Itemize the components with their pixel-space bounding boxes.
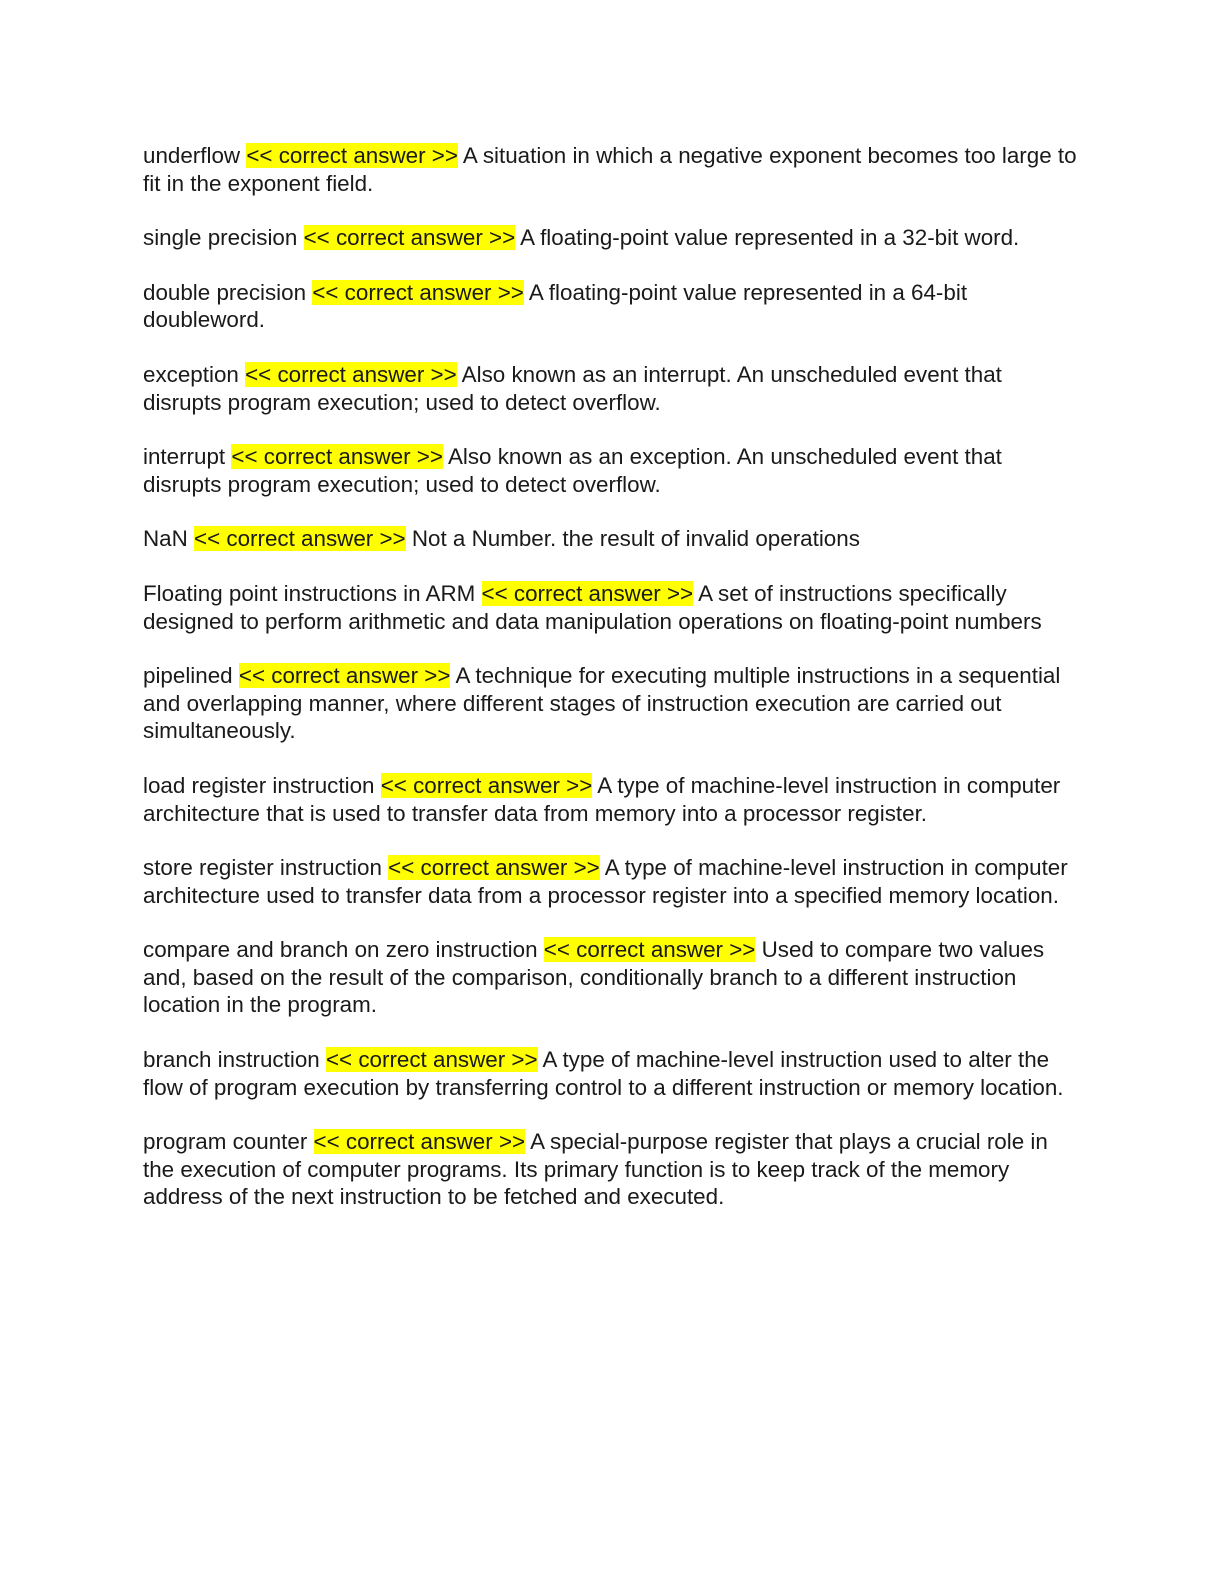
answer-marker: << correct answer >> <box>312 279 524 305</box>
answer-marker: << correct answer >> <box>303 225 516 251</box>
term: program counter <box>143 1129 308 1155</box>
answer-marker: << correct answer >> <box>325 1047 538 1073</box>
entry-pipelined <box>143 662 1083 745</box>
definition: Not a Number. the result of invalid operations <box>411 526 860 552</box>
entry-program-counter <box>143 1128 1083 1211</box>
term: compare and branch on zero instruction <box>143 937 538 963</box>
definition: A floating-point value represented in a 32-bit word. <box>520 225 1020 251</box>
answer-marker: << correct answer >> <box>246 143 458 168</box>
entry-store-register-instruction <box>143 854 1083 909</box>
entry-interrupt <box>143 443 1083 498</box>
definition: Used to compare two values and, based on the result of the comparison, conditionally branch to a different instruction location in the program. <box>143 937 1045 1018</box>
answer-marker: << correct answer >> <box>245 362 457 388</box>
definition: A type of machine-level instruction in computer architecture used to transfer data from a processor register into a specified memory location. <box>143 855 1068 908</box>
term: single precision <box>143 225 298 251</box>
answer-marker: << correct answer >> <box>380 773 593 798</box>
answer-marker: << correct answer >> <box>313 1129 526 1155</box>
term: pipelined <box>143 663 233 689</box>
definition: A special-purpose register that plays a crucial role in the execution of computer programs. Its primary function is to keep track of the memory address of the next instruction to be fetched and executed. <box>143 1129 1048 1210</box>
definition: A type of machine-level instruction in computer architecture that is used to transfer data from memory into a processor register. <box>143 773 1061 826</box>
definition: A technique for executing multiple instructions in a sequential and overlapping manner, where different stages of instruction execution are carried out simultaneously. <box>143 663 1061 744</box>
answer-marker: << correct answer >> <box>231 444 443 470</box>
document-page <box>143 142 1083 1238</box>
term: exception <box>143 362 239 388</box>
term: NaN <box>143 526 188 552</box>
answer-marker: << correct answer >> <box>481 581 694 607</box>
entry-load-register-instruction <box>143 772 1083 827</box>
answer-marker: << correct answer >> <box>238 663 451 689</box>
term: load register instruction <box>143 773 375 798</box>
entry-underflow <box>143 142 1083 197</box>
term: store register instruction <box>143 855 382 881</box>
entry-floating-point-instructions <box>143 580 1083 635</box>
entry-single-precision <box>143 224 1083 252</box>
term: Floating point instructions in ARM <box>143 581 476 607</box>
definition: A type of machine-level instruction used to alter the flow of program execution by transferring control to a different instruction or memory location. <box>143 1047 1064 1100</box>
term: double precision <box>143 279 307 305</box>
definition: Also known as an exception. An unscheduled event that disrupts program execution; used to detect overflow. <box>143 444 1002 497</box>
answer-marker: << correct answer >> <box>543 937 756 963</box>
entry-compare-and-branch-on-zero <box>143 936 1083 1019</box>
definition: Also known as an interrupt. An unscheduled event that disrupts program execution; used to detect overflow. <box>143 362 1002 415</box>
entry-nan <box>143 525 1083 553</box>
answer-marker: << correct answer >> <box>194 526 406 552</box>
entry-exception <box>143 361 1083 416</box>
answer-marker: << correct answer >> <box>388 855 600 881</box>
term: branch instruction <box>143 1047 320 1073</box>
definition: A set of instructions specifically designed to perform arithmetic and data manipulation operations on floating-point numbers <box>143 581 1042 634</box>
entry-branch-instruction <box>143 1046 1083 1101</box>
definition: A floating-point value represented in a 64-bit doubleword. <box>143 279 968 333</box>
definition: A situation in which a negative exponent becomes too large to fit in the exponent field. <box>143 143 1077 196</box>
term: interrupt <box>143 444 226 470</box>
term: underflow <box>143 143 241 168</box>
entry-double-precision <box>143 279 1083 334</box>
